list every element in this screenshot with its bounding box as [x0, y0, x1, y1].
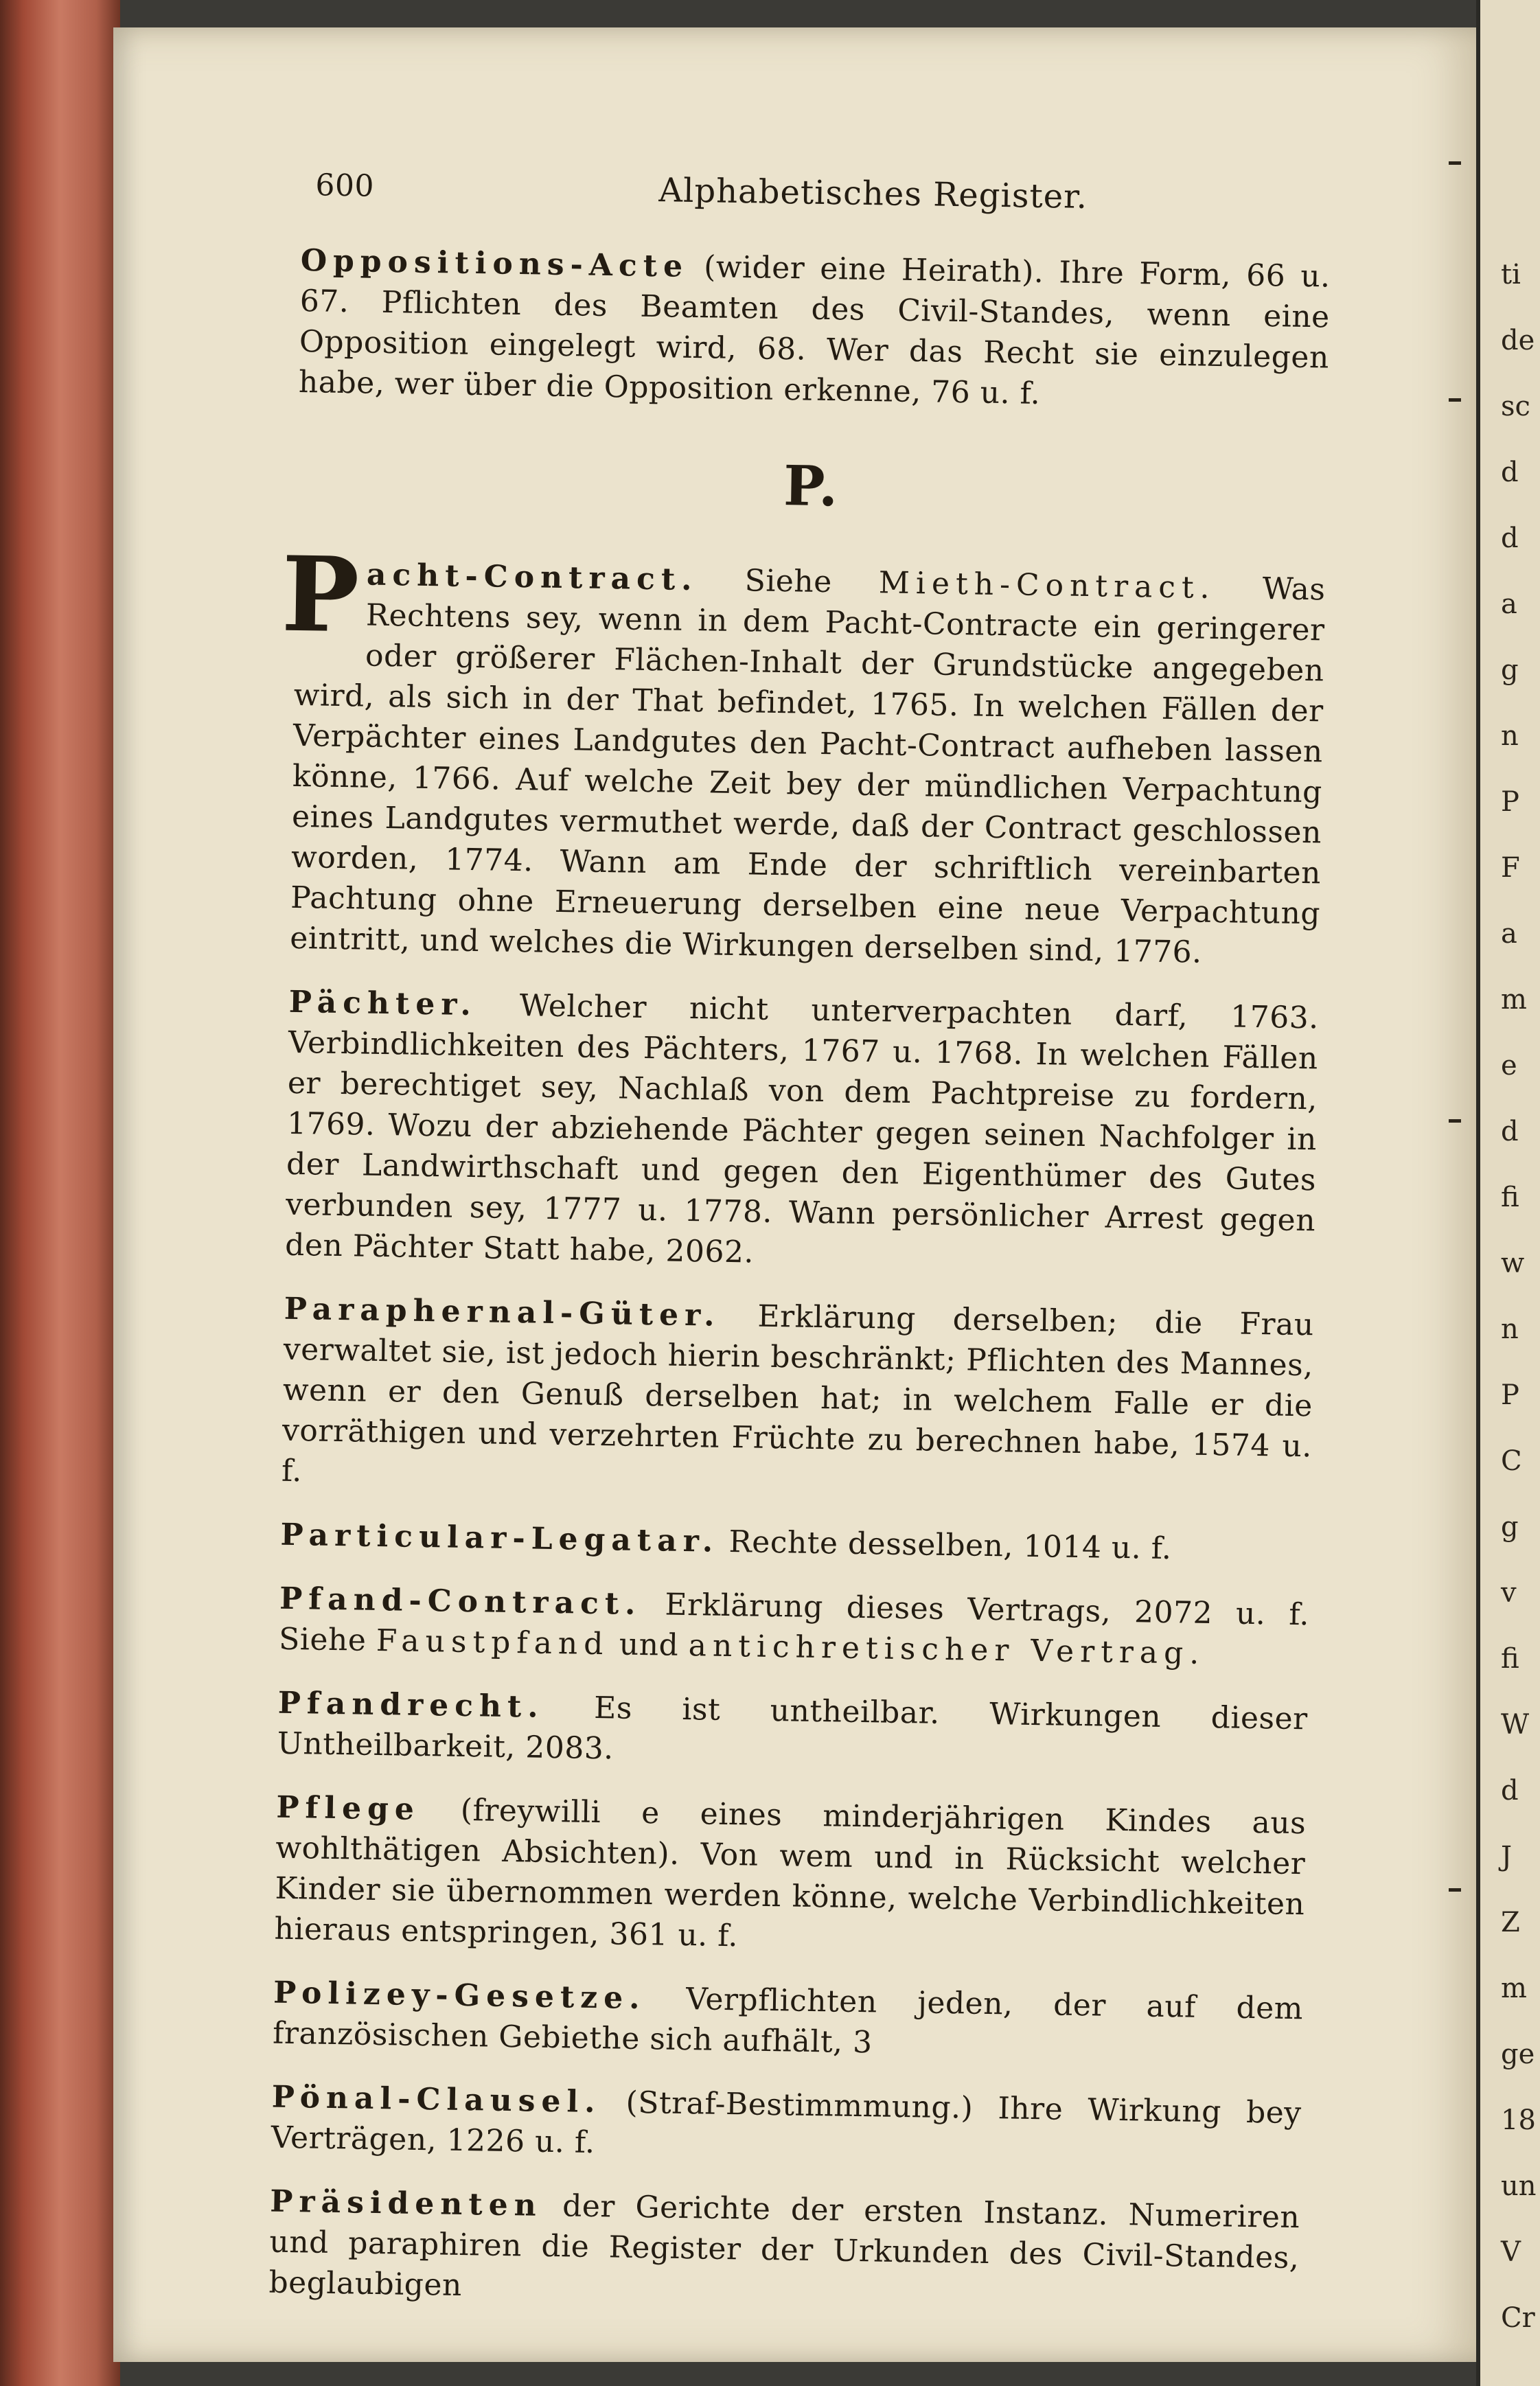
- facing-page-fragment: P: [1501, 786, 1519, 818]
- facing-page-fragment: a: [1501, 588, 1517, 620]
- page-number: 600: [315, 168, 375, 204]
- facing-page-fragment: J: [1501, 1841, 1513, 1872]
- entry-text: Rechte desselben, 1014 u. f.: [718, 1524, 1172, 1567]
- index-entry: [277, 1683, 1308, 1780]
- facing-page-fragment: n: [1501, 720, 1519, 752]
- facing-page-strip: [1476, 0, 1540, 2386]
- entry-term: Particular-Legatar.: [280, 1517, 720, 1559]
- facing-page-fragment: Cr: [1501, 2302, 1535, 2334]
- drop-cap: P: [280, 534, 360, 656]
- entry-term: Präsidenten: [270, 2183, 543, 2223]
- entry-text: (freywilli e eines minderjährigen Kindes aus wohlthätigen Absichten). Von wem und in Rücksicht welcher Kinder sie übernommen werden könne, welche Verbindlichkeiten hieraus entspringen, 361 u. f.: [274, 1791, 1307, 1954]
- entry-term: Pfandrecht.: [277, 1685, 545, 1725]
- index-entry: [271, 2077, 1302, 2175]
- facing-page-fragment: 18: [1501, 2104, 1536, 2136]
- facing-page-fragment: P: [1501, 1379, 1519, 1411]
- facing-page-fragment: F: [1501, 852, 1520, 884]
- entry-term: Pfand-Contract.: [279, 1581, 642, 1622]
- facing-page-fragment: m: [1501, 984, 1527, 1016]
- cross-reference: antichretischer Vertrag.: [688, 1628, 1206, 1671]
- page-content: [268, 165, 1332, 2342]
- index-entry: [299, 240, 1331, 419]
- entry-text: Erklärung derselben; die Frau verwaltet sie, ist jedoch hierin beschränkt; Pflichten des Mannes, wenn er den Genuß derselben hat; in welchem Falle er die vorräthigen und verzehrten Früchte zu berechnen habe, 1574 u. f.: [281, 1298, 1315, 1489]
- facing-page-fragment: fi: [1501, 1643, 1519, 1675]
- facing-page-fragment: w: [1501, 1248, 1525, 1279]
- facing-page-fragment: Z: [1501, 1907, 1520, 1938]
- entry-term: Pflege: [276, 1789, 421, 1827]
- section-letter: P.: [783, 453, 841, 519]
- index-entry: [273, 1973, 1304, 2070]
- facing-page-fragment: d: [1501, 1116, 1519, 1147]
- entry-text: (Straf-Bestimmmung.) Ihre Wirkung bey Verträgen, 1226 u. f.: [271, 2085, 1302, 2161]
- margin-mark: [1449, 1888, 1461, 1892]
- entry-term: Polizey-Gesetze.: [273, 1975, 646, 2017]
- facing-page-fragment: d: [1501, 523, 1519, 554]
- entry-text: Siehe: [698, 562, 880, 601]
- running-title: Alphabetisches Register.: [658, 171, 1088, 216]
- facing-page-fragment: n: [1501, 1314, 1519, 1345]
- entry-text: Welcher nicht unterverpachten darf, 1763. Verbindlichkeiten des Pächters, 1767 u. 1768. In welchen Fällen er berechtiget sey, Nachlaß von dem Pachtpreise zu fordern, 1769. Wozu der abziehende Pächter gegen seinen Nachfolger in der Landwirthschaft und gegen den Eigenthümer des Gutes verbunden sey, 1777 u. 1778. Wann persönlicher Arrest gegen den Pächter Statt habe, 2062.: [284, 987, 1320, 1270]
- entry-text: Erklärung dieses Vertrags, 2072 u. f. Siehe: [278, 1587, 1310, 1658]
- index-entry: [285, 982, 1319, 1282]
- facing-page-fragment: C: [1501, 1445, 1522, 1477]
- facing-page-fragment: g: [1501, 1511, 1519, 1543]
- margin-mark: [1449, 398, 1461, 402]
- entry-text: Verpflichten jeden, der auf dem französischen Gebiethe sich aufhält, 3: [272, 1981, 1304, 2061]
- facing-page-fragment: un: [1501, 2170, 1537, 2202]
- facing-page-fragment: g: [1501, 654, 1519, 686]
- entry-text: (wider eine Heirath). Ihre Form, 66 u. 67. Pflichten des Beamten des Civil-Standes, wenn eine Opposition eingelegt wird, 68. Wer das Recht sie einzulegen habe, wer über die Opposition erkenne, 76 u. f.: [298, 249, 1331, 411]
- entry-text: Was Rechtens sey, wenn in dem Pacht-Contracte ein geringerer oder größerer Flächen-Inhalt der Grundstücke angegeben wird, als sich in der That befindet, 1765. In welchen Fällen der Verpächter eines Landgutes den Pacht-Contract aufheben lassen könne, 1766. Auf welche Zeit bey der mündlichen Verpachtung eines Landgutes vermuthet werde, daß der Contract geschlossen worden, 1774. Wann am Ende der schriftlich vereinbarten Pachtung ohne Erneuerung derselben eine neue Verpachtung eintritt, und welches die Wirkungen derselben sind, 1776.: [289, 570, 1326, 970]
- facing-page-fragment: e: [1501, 1050, 1517, 1081]
- facing-page-fragment: a: [1501, 918, 1517, 950]
- index-entry: [268, 2181, 1300, 2319]
- index-entry: [279, 1579, 1310, 1676]
- cross-reference: Mieth-Contract.: [878, 565, 1217, 606]
- entry-term: Pächter.: [288, 984, 478, 1023]
- entry-text: und: [608, 1627, 689, 1664]
- index-entry: [280, 1515, 1311, 1572]
- facing-page-fragment: ti: [1501, 259, 1521, 290]
- facing-page-fragment: m: [1501, 1973, 1527, 2004]
- facing-page-fragment: d: [1501, 1775, 1519, 1806]
- facing-page-fragment: V: [1501, 2236, 1521, 2268]
- entry-term: Paraphernal-Güter.: [284, 1291, 722, 1333]
- entry-term: Oppositions-Acte: [300, 242, 689, 284]
- entry-text: Es ist untheilbar. Wirkungen dieser Untheilbarkeit, 2083.: [277, 1689, 1309, 1767]
- facing-page-fragment: v: [1501, 1577, 1517, 1609]
- margin-mark: [1449, 1119, 1461, 1123]
- entry-term: acht-Contract.: [366, 557, 698, 598]
- facing-page-fragment: ge: [1501, 2039, 1535, 2070]
- facing-page-fragment: fi: [1501, 1182, 1519, 1213]
- facing-page-fragment: sc: [1501, 391, 1530, 422]
- index-entry: [280, 534, 1326, 974]
- cross-reference: Faustpfand: [376, 1622, 610, 1662]
- book-edge: [0, 0, 120, 2386]
- facing-page-fragment: W: [1501, 1709, 1530, 1741]
- index-entry: [274, 1787, 1307, 1966]
- index-entry: [281, 1289, 1314, 1508]
- margin-mark: [1449, 161, 1461, 165]
- entry-term: Pönal-Clausel.: [271, 2079, 601, 2120]
- facing-page-fragment: de: [1501, 325, 1535, 356]
- facing-page-fragment: d: [1501, 457, 1519, 488]
- entry-text: der Gerichte der ersten Instanz. Numeriren und paraphiren die Register der Urkunden des Civil-Standes, beglaubigen: [268, 2188, 1300, 2304]
